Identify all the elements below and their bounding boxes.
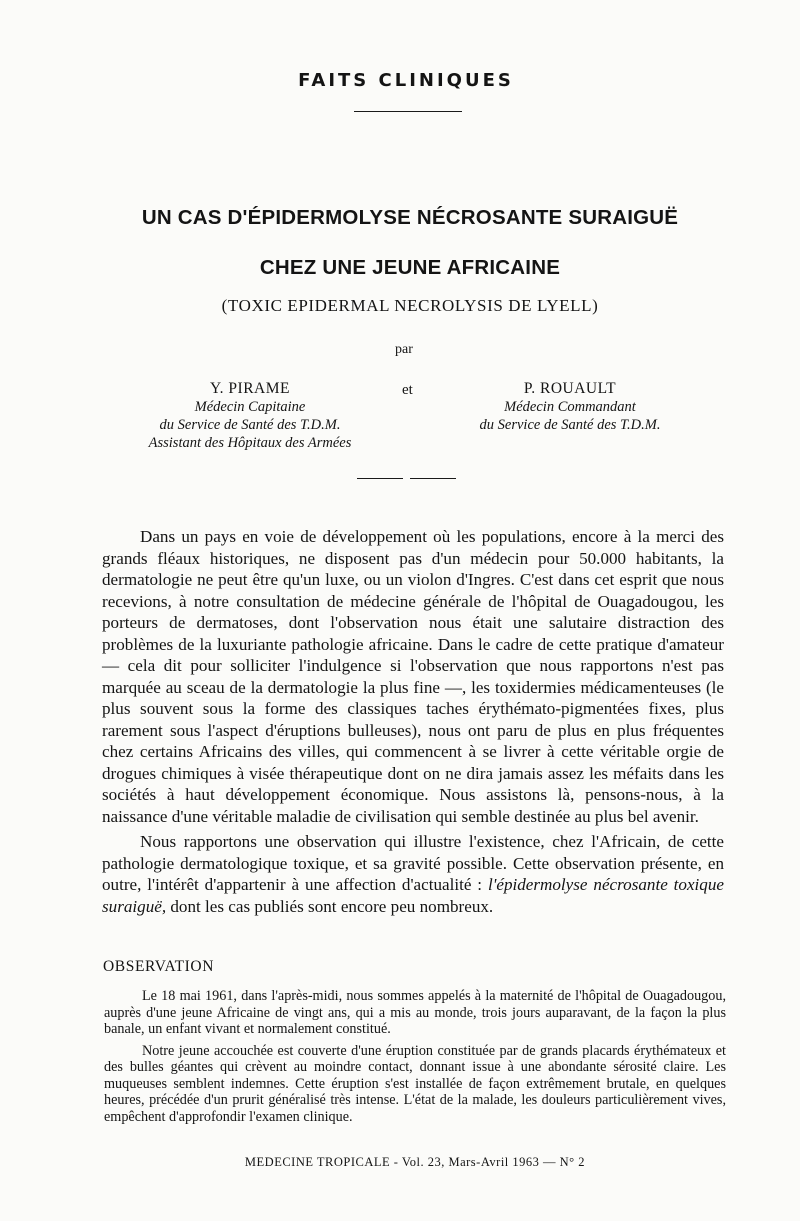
- emphasized-term: l'épidermolyse nécrosante toxique suraiguë,: [102, 875, 724, 916]
- article-subtitle: (TOXIC EPIDERMAL NECROLYSIS DE LYELL): [221, 296, 599, 315]
- body-text-span: dont les cas publiés sont encore peu nombreux.: [166, 896, 494, 916]
- author-role-line: du Service de Santé des T.D.M.: [479, 417, 661, 433]
- author-role-line: Assistant des Hôpitaux des Armées: [148, 435, 352, 451]
- divider-rule: [410, 478, 456, 479]
- journal-footer: MEDECINE TROPICALE - Vol. 23, Mars-Avril 1963 — N° 2: [244, 1155, 586, 1169]
- body-text-span: Nous rapportons une observation qui illustre l'existence, chez l'Africain, de cette pathologie dermatologique toxique, et sa gravité possible. Cette observation présente, en outre, l'intérêt d'appartenir à une affection d'actualité :: [102, 832, 724, 894]
- divider-rule: [354, 111, 462, 112]
- body-paragraph: [102, 831, 724, 917]
- author-name: P. ROUAULT: [523, 380, 617, 397]
- author-role-line: Médecin Capitaine: [194, 399, 306, 415]
- author-conjunction: et: [402, 382, 413, 398]
- article-body: [102, 526, 724, 917]
- divider-rule: [357, 478, 403, 479]
- author-role-line: du Service de Santé des T.D.M.: [159, 417, 341, 433]
- observation-paragraph: Le 18 mai 1961, dans l'après-midi, nous sommes appelés à la maternité de l'hôpital de Ouagadougou, auprès d'une jeune Africaine de vingt ans, qui a mis au monde, trois jours auparavant, de la façon la plus banale, un enfant vivant et normalement constitué.: [104, 988, 726, 1037]
- observation-paragraph: Notre jeune accouchée est couverte d'une éruption constituée par de grands placards érythémateux et des bulles géantes qui crèvent au moindre contact, donnant issue à une abondante sérosité claire. Les muqueuses semblent indemnes. Cette éruption s'est installée de façon extrêmement brutale, en quelques heures, précédée d'un prurit généralisé très intense. L'état de la malade, les douleurs particulièrement vives, empêchent d'approfondir l'examen clinique.: [104, 1042, 726, 1125]
- observation-body: [104, 988, 726, 1125]
- article-title-line2: CHEZ UNE JEUNE AFRICAINE: [259, 256, 561, 279]
- byline-par: par: [395, 342, 413, 357]
- author-block-1: [120, 380, 380, 452]
- author-name: Y. PIRAME: [209, 380, 290, 397]
- body-paragraph: Dans un pays en voie de développement où les populations, encore à la merci des grands fléaux historiques, ne disposent pas d'un médecin pour 50.000 habitants, la dermatologie ne peut être qu'un luxe, ou un violon d'Ingres. C'est dans cet esprit que nous recevions, à notre consultation de médecine générale de l'hôpital de Ouagadougou, les porteurs de dermatoses, dont l'observation nous était une salutaire distraction des problèmes de la luxuriante pathologie africaine. Dans le cadre de cette pratique d'amateur — cela dit pour solliciter l'indulgence si l'observation que nous rapportons n'est pas marquée au sceau de la dermatologie la plus fine —, les toxidermies médicamenteuses (le plus souvent sous la forme des classiques taches érythémato-pigmentées fixes, plus rarement sous l'aspect d'éruptions bulleuses), nous ont paru de plus en plus fréquentes chez certains Africains des villes, qui commencent à se livrer à cette véritable orgie de drogues chimiques à visée thérapeutique dont on ne dira jamais assez les méfaits dans les sociétés à haut développement économique. Nous assistons là, pensons-nous, à la naissance d'une véritable maladie de civilisation qui semble destinée au plus bel avenir.: [102, 527, 724, 826]
- article-title-line1: UN CAS D'ÉPIDERMOLYSE NÉCROSANTE SURAIGUË: [141, 206, 679, 229]
- author-block-2: [450, 380, 690, 434]
- observation-heading: OBSERVATION: [103, 958, 215, 975]
- section-heading: FAITS CLINIQUES: [298, 70, 514, 91]
- author-role-line: Médecin Commandant: [504, 399, 636, 415]
